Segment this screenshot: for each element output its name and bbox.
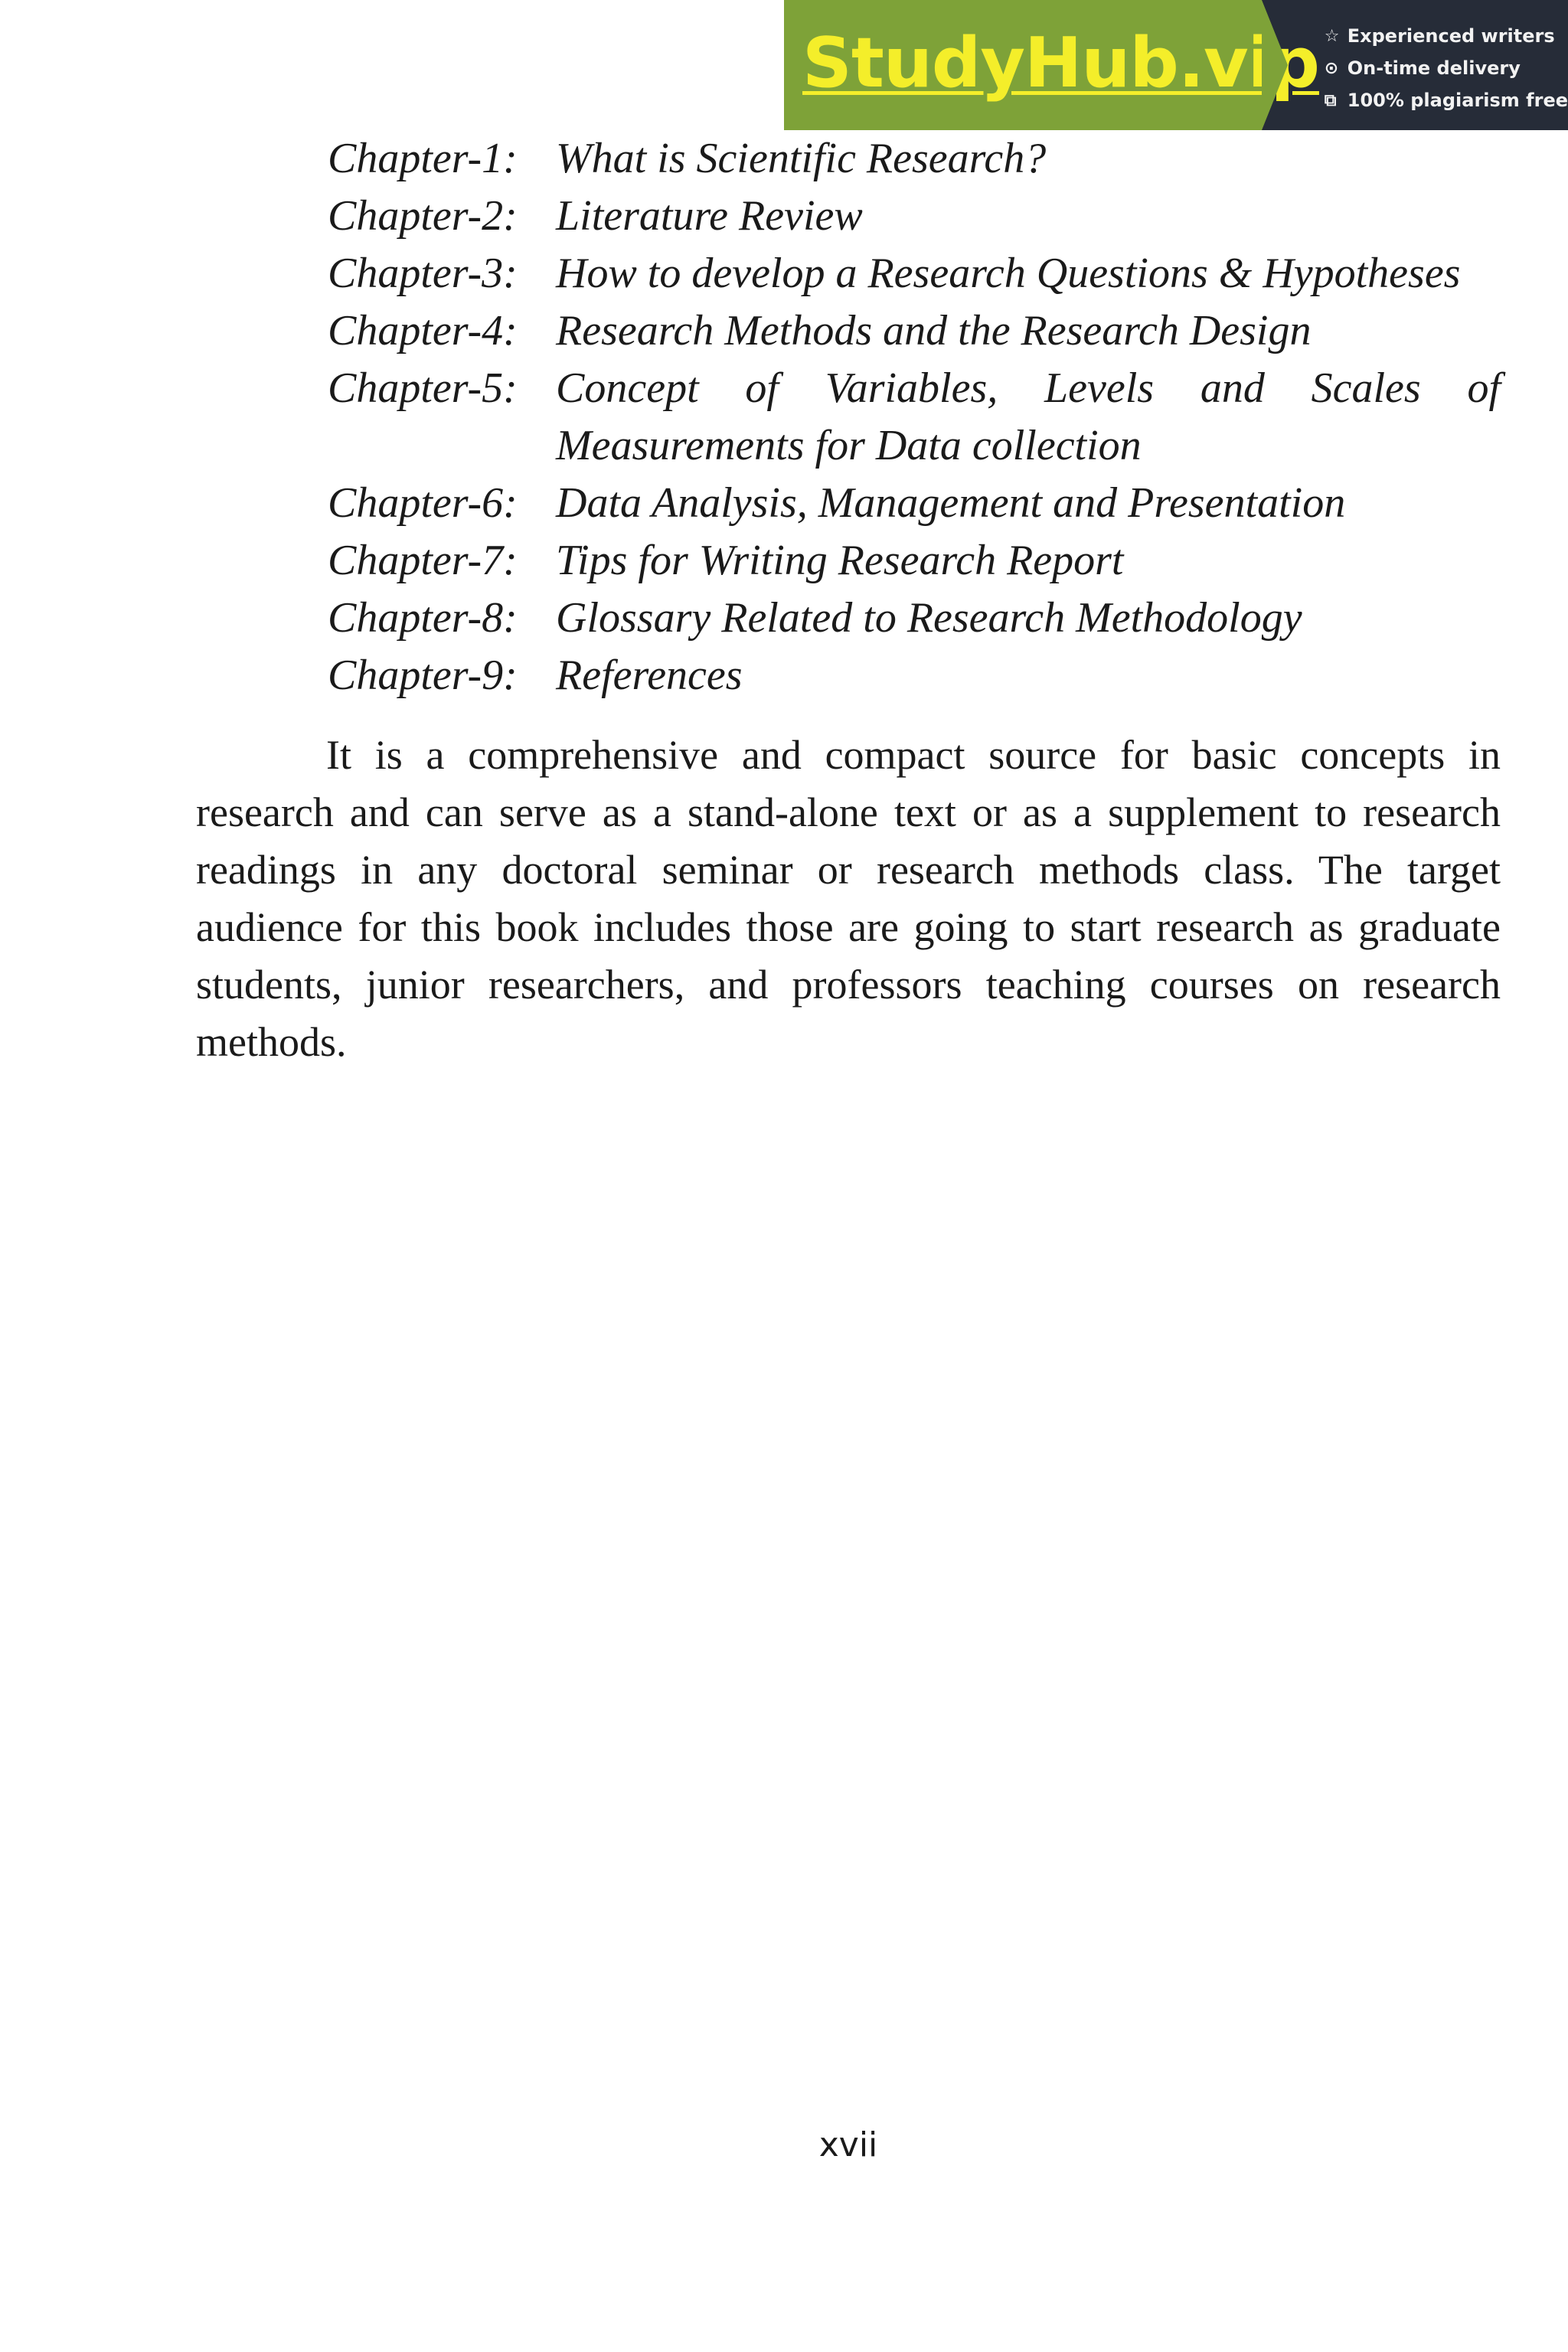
chapter-row xyxy=(328,245,1501,302)
chapter-label: Chapter-8: xyxy=(328,594,518,642)
chapter-row xyxy=(328,590,1501,647)
chapter-label: Chapter-5: xyxy=(328,364,518,412)
chapter-title: What is Scientific Research? xyxy=(556,135,1047,182)
banner-logo-panel xyxy=(784,0,1319,130)
feature-label: On-time delivery xyxy=(1347,57,1521,79)
chapter-title: Data Analysis, Management and Presentation xyxy=(556,479,1346,527)
chapter-row xyxy=(328,360,1501,475)
star-icon: ☆ xyxy=(1324,26,1340,46)
chapter-title-multiline xyxy=(556,360,1501,475)
feature-on-time-delivery xyxy=(1325,52,1568,84)
copy-icon: ⧉ xyxy=(1324,90,1337,110)
chapter-title: Literature Review xyxy=(556,192,863,240)
feature-label: 100% plagiarism free xyxy=(1347,90,1568,111)
chapter-title: Research Methods and the Research Design xyxy=(556,307,1312,354)
feature-experienced-writers xyxy=(1325,20,1568,52)
chapter-title: Glossary Related to Research Methodology xyxy=(556,594,1302,642)
chapter-label: Chapter-2: xyxy=(328,192,518,240)
chapter-label: Chapter-1: xyxy=(328,135,518,182)
chapter-title-line2: Measurements for Data collection xyxy=(556,422,1142,469)
chapter-title: References xyxy=(556,652,743,699)
chapter-title: How to develop a Research Questions & Hypotheses xyxy=(556,250,1461,297)
chapter-label: Chapter-7: xyxy=(328,537,518,584)
chapter-row xyxy=(328,188,1501,245)
chapter-row xyxy=(328,647,1501,704)
chapter-label: Chapter-6: xyxy=(328,479,518,527)
feature-plagiarism-free xyxy=(1325,84,1568,116)
banner-arrow xyxy=(1262,0,1288,130)
chapter-label: Chapter-9: xyxy=(328,652,518,699)
chapter-list xyxy=(328,130,1501,704)
chapter-row xyxy=(328,130,1501,188)
studyhub-banner[interactable] xyxy=(784,0,1568,130)
chapter-label: Chapter-4: xyxy=(328,307,518,354)
studyhub-logo[interactable]: StudyHub.vip xyxy=(802,23,1319,103)
clock-icon: ⊙ xyxy=(1324,58,1339,78)
chapter-row xyxy=(328,475,1501,532)
feature-label: Experienced writers xyxy=(1347,25,1555,47)
chapter-row xyxy=(328,532,1501,590)
chapter-label: Chapter-3: xyxy=(328,250,518,297)
chapter-title-line1: Concept of Variables, Levels and Scales of xyxy=(556,364,1501,412)
chapter-title: Tips for Writing Research Report xyxy=(556,537,1124,584)
chapter-row xyxy=(328,302,1501,360)
body-paragraph: It is a comprehensive and compact source for basic concepts in research and can serve as a stand-alone text or as a supplement to research readings in any doctoral seminar or research methods class. The target audience for this book includes those are going to start research as graduate students, junior researchers, and professors teaching courses on research methods. xyxy=(196,732,1501,1065)
page-number: xvii xyxy=(818,2125,878,2164)
